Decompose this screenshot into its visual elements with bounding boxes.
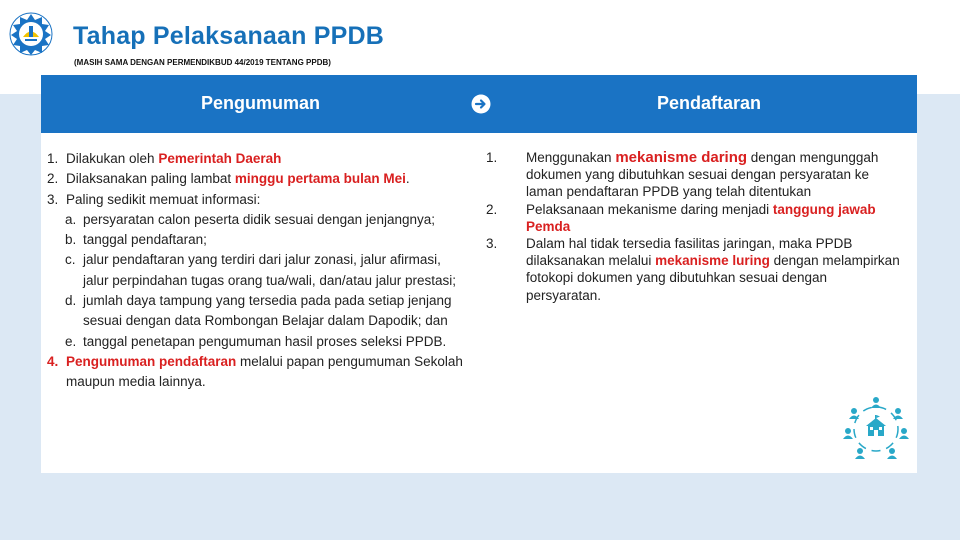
list-item: 4. Pengumuman pendaftaran melalui papan pengumuman Sekolah maupun media lainnya. [47, 353, 463, 390]
column-title-pengumuman: Pengumuman [200, 93, 320, 113]
list-item: 2. Dilaksanakan paling lambat minggu pertama bulan Mei. [47, 171, 410, 187]
list-item: 3. Dalam hal tidak tersedia fasilitas jaringan, maka PPDB dilaksanakan melalui mekanisme luring dengan melampirkan fotokopi dokumen yang dibutuhkan sesuai dengan persyaratan. [486, 236, 900, 303]
page-subtitle: (MASIH SAMA DENGAN PERMENDIKBUD 44/2019 TENTANG PPDB) [74, 58, 331, 67]
page-title: Tahap Pelaksanaan PPDB [73, 22, 385, 50]
pendaftaran-list [486, 149, 901, 304]
list-item: 1. Dilakukan oleh Pemerintah Daerah [47, 151, 282, 166]
column-title-pendaftaran: Pendaftaran [656, 93, 762, 113]
arrow-right-circle-icon [471, 94, 491, 114]
list-item: 1. Menggunakan mekanisme daring dengan mengunggah dokumen yang dibutuhkan sesuai dengan persyaratan ke laman pendaftaran PPDB yang telah ditentukan [486, 149, 879, 200]
school-network-icon [842, 395, 910, 463]
sub-list-item: b. tanggal pendaftaran; [65, 232, 207, 248]
pengumuman-list [47, 149, 467, 393]
columns-header [41, 75, 917, 133]
list-item: 2. Pelaksanaan mekanisme daring menjadi tanggung jawab Pemda [486, 201, 876, 234]
sub-list-item: a. persyaratan calon peserta didik sesuai dengan jenjangnya; [65, 211, 435, 227]
sub-list-item: c. jalur pendaftaran yang terdiri dari jalur zonasi, jalur afirmasi, jalur perpindahan tugas orang tua/wali, dan/atau jalur prestasi; [65, 252, 456, 288]
tut-wuri-handayani-logo [9, 12, 53, 56]
sub-list-item: e. tanggal penetapan pengumuman hasil proses seleksi PPDB. [65, 333, 447, 349]
list-item: 3. Paling sedikit memuat informasi: [47, 191, 261, 207]
content-card [41, 75, 917, 473]
sub-list-item: d. jumlah daya tampung yang tersedia pada pada setiap jenjang sesuai dengan data Rombongan Belajar dalam Dapodik; dan [65, 293, 452, 329]
